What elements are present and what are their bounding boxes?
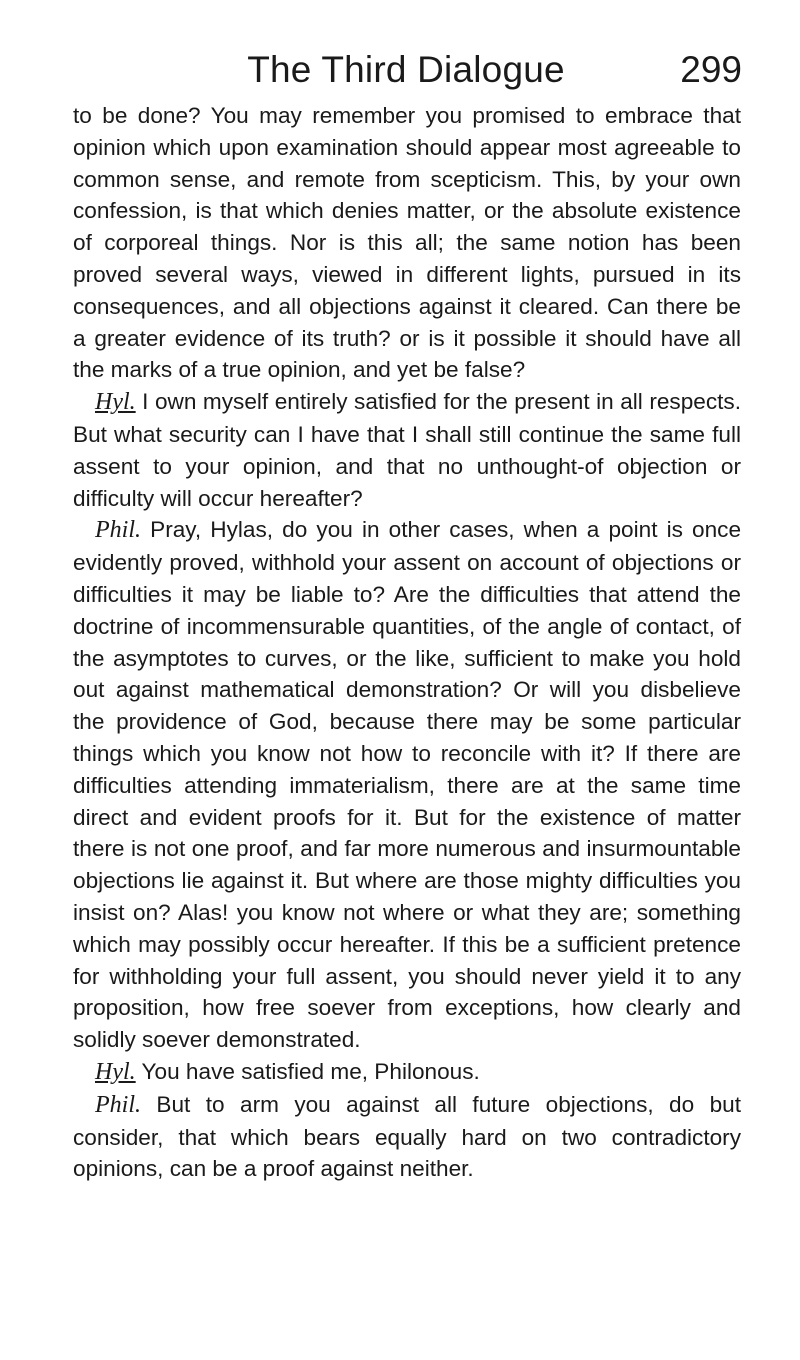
paragraph-hylas [73, 386, 741, 514]
paragraph-text: I own myself entirely satisfied for the present in all respects. But what security can I have that I shall still continue the same full assent to your opinion, and that no unthought-of objection or difficulty will occur hereafter? [73, 389, 741, 511]
paragraph-continuation [73, 100, 741, 386]
paragraph-text: You have satisfied me, Philonous. [141, 1058, 480, 1084]
speaker-label: Hyl. [95, 389, 136, 416]
speaker-label: Phil. [95, 517, 141, 544]
paragraph-hylas [73, 1056, 741, 1089]
paragraph-philonous [73, 514, 741, 1056]
speaker-label: Phil. [95, 1091, 141, 1118]
body-text [73, 100, 741, 1185]
paragraph-philonous [73, 1089, 741, 1185]
speaker-label: Hyl. [95, 1058, 136, 1085]
running-head [70, 44, 742, 96]
paragraph-text: to be done? You may remember you promised to embrace that opinion which upon examination should appear most agreeable to common sense, and remote from scepticism. This, by your own confession, is that which denies matter, or the absolute existence of corporeal things. Nor is this all; the same notion has been proved several ways, viewed in different lights, pursued in its consequences, and all objections against it cleared. Can there be a greater evidence of its truth? or is it possible it should have all the marks of a true opinion, and yet be false? [73, 103, 741, 383]
page-number: 299 [680, 49, 742, 90]
paragraph-text: But to arm you against all future objections, do but consider, that which bears equally hard on two contradictory opinions, can be a proof against neither. [73, 1091, 741, 1182]
paragraph-text: Pray, Hylas, do you in other cases, when a point is once evidently proved, withhold your assent on account of objections or difficulties it may be liable to? Are the difficulties that attend the doctrine of incommensurable quantities, of the angle of contact, of the asymptotes to curves, or the like, sufficient to make you hold out against mathematical demonstration? Or will you disbelieve the providence of God, because there may be some particular things which you know not how to reconcile with it? If there are difficulties attending immaterialism, there are at the same time direct and evident proofs for it. But for the existence of matter there is not one proof, and far more numerous and insurmountable objections lie against it. But where are those mighty difficulties you insist on? Alas! you know not where or what they are; something which may possibly occur hereafter. If this be a sufficient pretence for withholding your full assent, you should never yield it to any proposition, how free soever from exceptions, how clearly and solidly soever demonstrated. [73, 517, 742, 1053]
running-title: The Third Dialogue [247, 49, 565, 90]
